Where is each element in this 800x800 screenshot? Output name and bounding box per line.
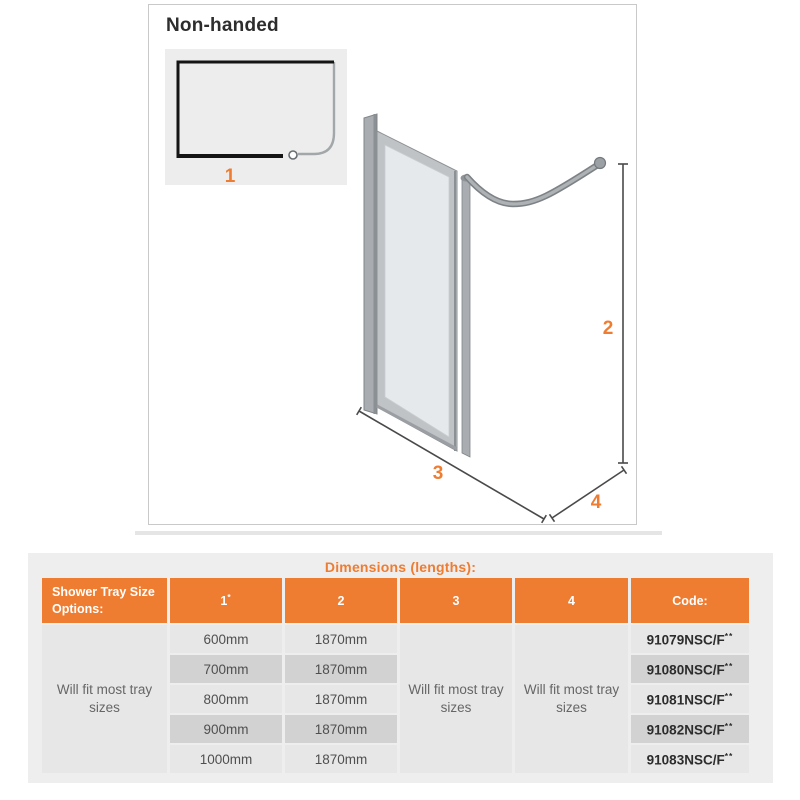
code-text: 91080NSC/F — [646, 662, 725, 678]
dim4-span-cell: Will fit most tray sizes — [515, 625, 628, 773]
dim1-cell: 800mm — [170, 685, 282, 713]
table-row — [42, 625, 749, 653]
header-dim-2-label: 2 — [337, 593, 345, 608]
code-sup: ** — [724, 660, 734, 671]
dimension-2-label: 2 — [602, 318, 614, 339]
dimension-line-4 — [552, 470, 624, 518]
panel-drop-shadow — [135, 531, 662, 535]
dim2-cell: 1870mm — [285, 745, 397, 773]
curtain-rail-outline — [467, 166, 596, 204]
plan-inset-background — [165, 49, 347, 185]
dim2-cell: 1870mm — [285, 685, 397, 713]
plan-diagram — [165, 49, 347, 187]
header-dim-1-label: 1 — [220, 594, 228, 609]
header-dim-3 — [400, 578, 512, 623]
header-dim-1 — [170, 578, 282, 623]
code-sup: ** — [724, 720, 734, 731]
code-cell — [631, 715, 749, 743]
header-shower-tray-label: Shower Tray Size Options: — [52, 584, 155, 616]
code-sup: ** — [724, 630, 734, 641]
code-sup: ** — [724, 690, 734, 701]
iso-diagram — [364, 114, 606, 457]
dim2-cell: 1870mm — [285, 625, 397, 653]
dim4-start-tick — [550, 514, 555, 521]
illustration-panel — [148, 4, 637, 525]
panel-title: Non-handed — [166, 15, 279, 36]
dim2-cell: 1870mm — [285, 655, 397, 683]
dim3-end-tick — [542, 515, 547, 523]
code-cell — [631, 655, 749, 683]
dim1-cell: 900mm — [170, 715, 282, 743]
table-title: Dimensions (lengths): — [324, 559, 477, 575]
code-text: 91081NSC/F — [646, 692, 725, 708]
header-dim-1-sup: * — [227, 592, 232, 603]
header-dim-4-label: 4 — [568, 593, 575, 608]
code-text: 91079NSC/F — [646, 632, 725, 648]
code-text: 91082NSC/F — [646, 722, 725, 738]
code-sup: ** — [724, 750, 734, 761]
dim1-cell: 600mm — [170, 625, 282, 653]
dim3-span-cell: Will fit most tray sizes — [400, 625, 512, 773]
table-header-row — [42, 578, 749, 623]
code-cell — [631, 685, 749, 713]
dimension-3-label: 3 — [432, 463, 444, 484]
header-dim-3-label: 3 — [452, 593, 460, 608]
dim1-cell: 1000mm — [170, 745, 282, 773]
tray-size-span-cell: Will fit most tray sizes — [42, 625, 167, 773]
code-cell — [631, 625, 749, 653]
rail-wall-flange — [595, 158, 606, 169]
dim3-start-tick — [357, 407, 362, 415]
code-cell — [631, 745, 749, 773]
code-text: 91083NSC/F — [646, 752, 725, 768]
end-post — [462, 177, 470, 457]
dimensions-table — [39, 576, 752, 775]
glass-panel — [385, 145, 449, 437]
dimensions-table-section — [28, 553, 773, 783]
shower-screen-diagram — [149, 5, 638, 526]
plan-rail-end-circle — [289, 151, 297, 159]
dimension-4-label: 4 — [590, 492, 602, 513]
header-code-label: Code: — [672, 593, 708, 608]
header-dim-2 — [285, 578, 397, 623]
header-shower-tray — [42, 578, 167, 623]
dim2-cell: 1870mm — [285, 715, 397, 743]
plan-dimension-1-label: 1 — [224, 166, 236, 187]
header-dim-4 — [515, 578, 628, 623]
dim1-cell: 700mm — [170, 655, 282, 683]
dim4-end-tick — [622, 466, 627, 473]
header-code — [631, 578, 749, 623]
